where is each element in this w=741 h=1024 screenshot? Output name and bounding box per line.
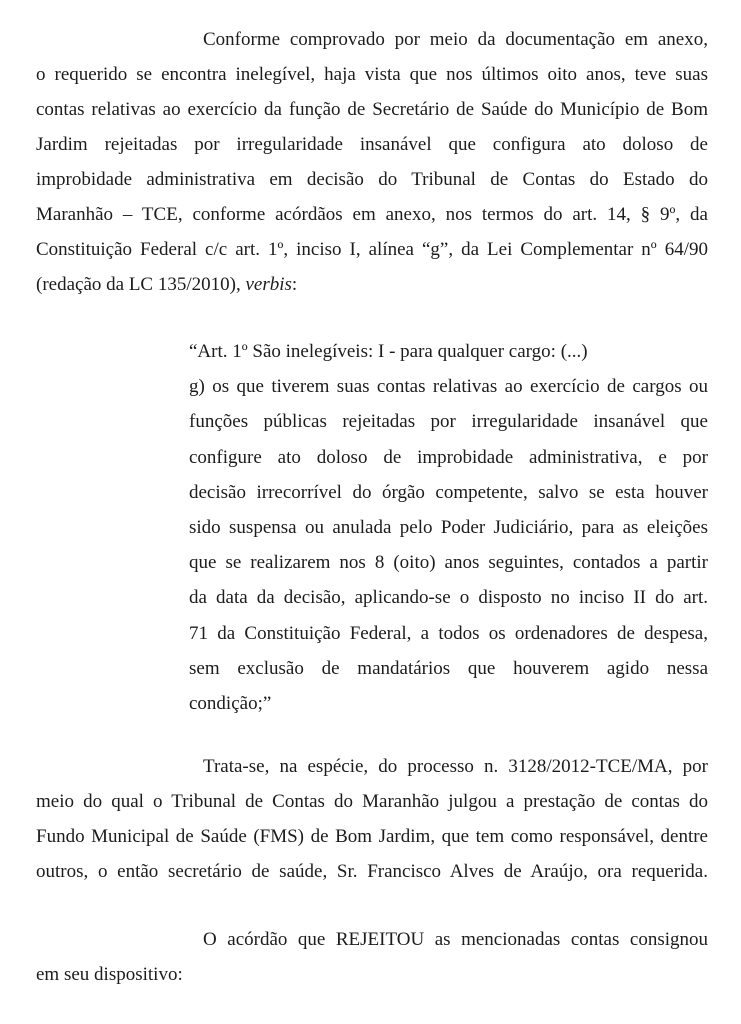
quote-line: sem exclusão de mandatários que houverem agido nessa	[189, 657, 708, 679]
quote-line: “Art. 1º São inelegíveis: I - para qualquer cargo: (...)	[189, 341, 588, 362]
quote-line: g) os que tiverem suas contas relativas ao exercício de cargos ou	[189, 376, 708, 398]
text-line: outros, o então secretário de saúde, Sr. Francisco Alves de Araújo, ora requerida.	[36, 861, 708, 882]
text-line: improbidade administrativa em decisão do Tribunal de Contas do Estado do	[36, 169, 708, 190]
paragraph-decision	[36, 922, 708, 992]
italic-word: verbis	[245, 274, 292, 295]
text-line: meio do qual o Tribunal de Contas do Maranhão julgou a prestação de contas do	[36, 791, 708, 812]
text-line-verbis	[36, 267, 708, 302]
text-line: Maranhão – TCE, conforme acórdãos em anexo, nos termos do art. 14, § 9º, da	[36, 204, 708, 225]
text-line: em seu dispositivo:	[36, 964, 183, 985]
text-fragment: (redação da LC 135/2010),	[36, 274, 246, 295]
quote-line: sido suspensa ou anulada pelo Poder Judiciário, para as eleições	[189, 516, 708, 538]
text-line: Constituição Federal c/c art. 1º, inciso I, alínea “g”, da Lei Complementar nº 64/90	[36, 239, 708, 260]
text-fragment: :	[291, 274, 298, 295]
text-line: contas relativas ao exercício da função de Secretário de Saúde do Município de Bom	[36, 99, 708, 120]
text-line: Trata-se, na espécie, do processo n. 3128/2012-TCE/MA, por	[203, 756, 708, 777]
quote-line: 71 da Constituição Federal, a todos os ordenadores de despesa,	[189, 622, 708, 644]
quote-line: decisão irrecorrível do órgão competente, salvo se esta houver	[189, 481, 708, 503]
text-line: Fundo Municipal de Saúde (FMS) de Bom Jardim, que tem como responsável, dentre	[36, 826, 708, 847]
text-line: Jardim rejeitadas por irregularidade insanável que configura ato doloso de	[36, 134, 708, 155]
text-line: o requerido se encontra inelegível, haja vista que nos últimos oito anos, teve suas	[36, 64, 708, 85]
text-line: O acórdão que REJEITOU as mencionadas contas consignou	[203, 929, 708, 950]
quote-line: que se realizarem nos 8 (oito) anos seguintes, contados a partir	[189, 552, 708, 574]
quote-line: configure ato doloso de improbidade administrativa, e por	[189, 446, 708, 468]
legal-quote	[189, 334, 708, 721]
paragraph-process	[36, 749, 708, 889]
paragraph-ineligibility	[36, 22, 708, 302]
quote-line: funções públicas rejeitadas por irregularidade insanável que	[189, 411, 708, 433]
quote-line: da data da decisão, aplicando-se o disposto no inciso II do art.	[189, 587, 708, 609]
text-line: Conforme comprovado por meio da documentação em anexo,	[203, 29, 708, 50]
quote-line: condição;”	[189, 692, 272, 714]
